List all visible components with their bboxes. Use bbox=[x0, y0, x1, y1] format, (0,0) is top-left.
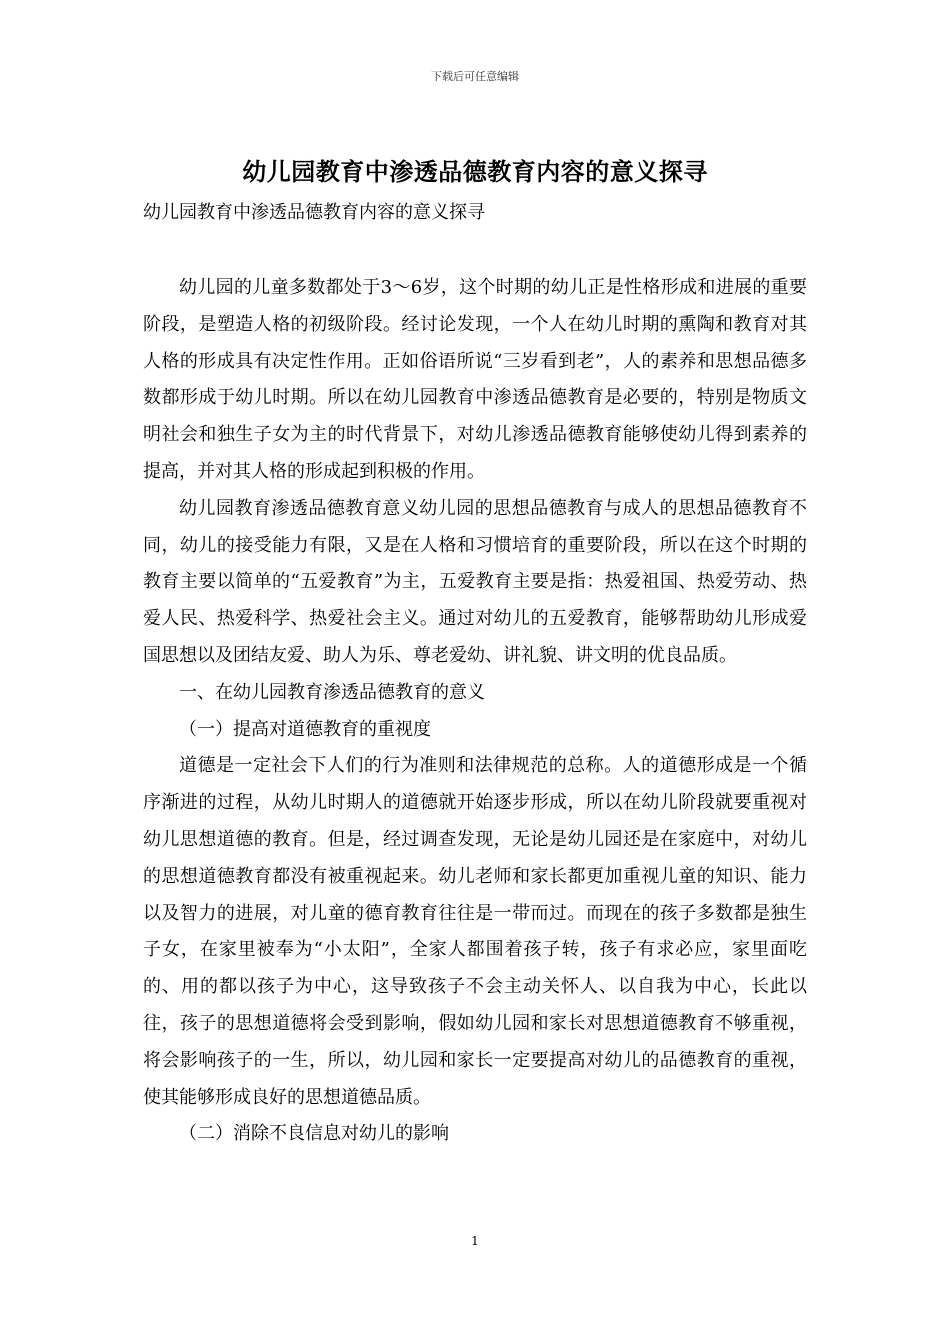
paragraph-five-loves: 幼儿园教育渗透品德教育意义幼儿园的思想品德教育与成人的思想品德教育不同，幼儿的接受能力有限，又是在人格和习惯培育的重要阶段，所以在这个时期的教育主要以简单的“五爱教育”为主，五爱教育主要是指：热爱祖国、热爱劳动、热爱人民、热爱科学、热爱社会主义。通过对幼儿的五爱教育，能够帮助幼儿形成爱国思想以及团结友爱、助人为乐、尊老爱幼、讲礼貌、讲文明的优良品质。 bbox=[143, 497, 807, 666]
document-body bbox=[143, 270, 807, 1153]
section-heading-1: 一、在幼儿园教育渗透品德教育的意义 bbox=[179, 681, 485, 703]
subsection-heading-2: （二）消除不良信息对幼儿的影响 bbox=[179, 1123, 449, 1145]
page-number: 1 bbox=[471, 1234, 479, 1248]
paragraph-intro: 幼儿园的儿童多数都处于3～6岁，这个时期的幼儿正是性格形成和进展的重要阶段，是塑造人格的初级阶段。经讨论发现，一个人在幼儿时期的熏陶和教育对其人格的形成具有决定性作用。正如俗语所说“三岁看到老”，人的素养和思想品德多数都形成于幼儿时期。所以在幼儿园教育中渗透品德教育是必要的，特别是物质文明社会和独生子女为主的时代背景下，对幼儿渗透品德教育能够使幼儿得到素养的提高，并对其人格的形成起到积极的作用。 bbox=[143, 277, 807, 482]
paragraph-moral-education: 道德是一定社会下人们的行为准则和法律规范的总称。人的道德形成是一个循序渐进的过程，从幼儿时期人的道德就开始逐步形成，所以在幼儿阶段就要重视对幼儿思想道德的教育。但是，经过调查发现，无论是幼儿园还是在家庭中，对幼儿的思想道德教育都没有被重视起来。幼儿老师和家长都更加重视儿童的知识、能力以及智力的进展，对儿童的德育教育往往是一带而过。而现在的孩子多数都是独生子女，在家里被奉为“小太阳”，全家人都围着孩子转，孩子有求必应，家里面吃的、用的都以孩子为中心，这导致孩子不会主动关怀人、以自我为中心，长此以往，孩子的思想道德将会受到影响，假如幼儿园和家长对思想道德教育不够重视，将会影响孩子的一生，所以，幼儿园和家长一定要提高对幼儿的品德教育的重视，使其能够形成良好的思想道德品质。 bbox=[143, 755, 807, 1108]
subsection-heading-1: （一）提高对道德教育的重视度 bbox=[179, 718, 431, 740]
page-header-note: 下载后可任意编辑 bbox=[431, 70, 519, 83]
document-subtitle: 幼儿园教育中渗透品德教育内容的意义探寻 bbox=[143, 202, 485, 223]
document-title: 幼儿园教育中渗透品德教育内容的意义探寻 bbox=[242, 158, 708, 186]
